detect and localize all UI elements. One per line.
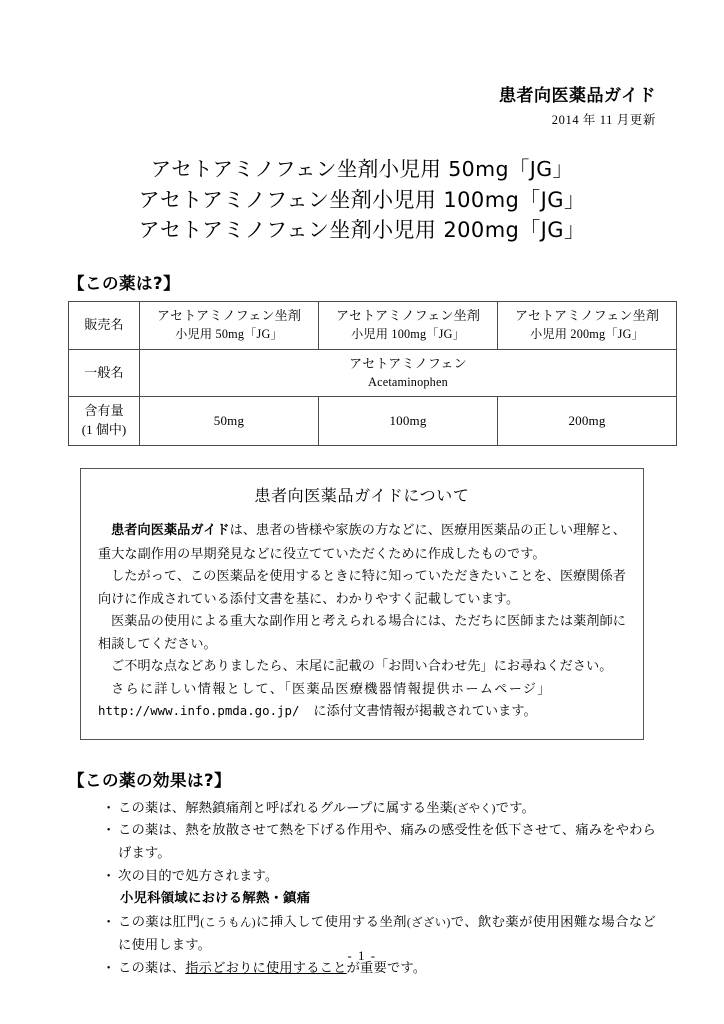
guide-paragraph-4: ご不明な点などありましたら、末尾に記載の「お問い合わせ先」にお尋ねください。 xyxy=(111,658,613,674)
generic-name-cell xyxy=(140,349,677,397)
effect-1-ending: です。 xyxy=(495,799,535,815)
guide-paragraph-3: 医薬品の使用による重大な副作用と考えられる場合には、ただちに医師または薬剤師に相談してください。 xyxy=(98,613,626,651)
guide-paragraph-5: さらに詳しい情報として、「医薬品医療機器情報提供ホームページ」 xyxy=(111,680,552,696)
brand-name-100mg-line2: 小児用 100mg「JG」 xyxy=(351,327,465,342)
drug-title-line-2: アセトアミノフェン坐剤小児用 100mg「JG」 xyxy=(138,187,586,212)
effect-4-part3: で、飲む薬が使用困難な場合などに使用します。 xyxy=(118,913,656,952)
content-amount-200mg: 200mg xyxy=(498,397,677,446)
row-label-brand-name: 販売名 xyxy=(69,302,140,350)
document-header xyxy=(68,0,656,128)
table-row-brand-name xyxy=(69,302,677,350)
row-label-content-amount xyxy=(69,397,140,446)
list-item-effect-3 xyxy=(104,865,656,911)
effect-1-text: この薬は、解熱鎮痛剤と呼ばれるグループに属する坐薬 xyxy=(118,799,454,815)
about-guide-box xyxy=(80,468,644,740)
content-label-line2: (1 個中) xyxy=(81,422,127,438)
about-guide-box-title: 患者向医薬品ガイドについて xyxy=(254,485,470,505)
brand-name-50mg-line1: アセトアミノフェン坐剤 xyxy=(156,308,302,324)
guide-url-line xyxy=(98,700,626,723)
brand-name-200mg-line1: アセトアミノフェン坐剤 xyxy=(514,308,660,324)
row-label-generic-name: 一般名 xyxy=(69,349,140,397)
guide-paragraph-2: したがって、この医薬品を使用するときに特に知っていただきたいことを、医療関係者向けに作成されている添付文書を基に、わかりやすく記載しています。 xyxy=(98,568,626,606)
effect-5-suffix: が重要です。 xyxy=(346,959,427,975)
guide-paragraph-1 xyxy=(98,519,626,565)
list-item-effect-2: ・ この薬は、熱を放散させて熱を下げる作用や、痛みの感受性を低下させて、痛みをやわらげます。 xyxy=(104,819,656,865)
section-heading-about-drug: 【この薬は?】 xyxy=(68,274,181,294)
indication-text: 小児科領域における解熱・鎮痛 xyxy=(120,891,311,907)
table-row-content-amount xyxy=(69,397,677,446)
content-amount-100mg: 100mg xyxy=(319,397,498,446)
page-number-footer: - 1 - xyxy=(347,948,377,963)
generic-name-japanese: アセトアミノフェン xyxy=(349,355,467,371)
brand-name-cell-100mg xyxy=(319,302,498,350)
guide-title-header: 患者向医薬品ガイド xyxy=(499,86,656,106)
effect-5-underlined-text: 指示どおりに使用すること xyxy=(185,959,347,975)
effect-1-reading: (ざやく) xyxy=(453,802,496,815)
effect-4-reading-1: (こうもん) xyxy=(200,916,256,929)
list-item-effect-1 xyxy=(104,797,656,820)
brand-name-200mg-line2: 小児用 200mg「JG」 xyxy=(530,327,644,342)
update-date: 2014 年 11 月更新 xyxy=(551,113,656,128)
drug-title-line-1: アセトアミノフェン坐剤小児用 50mg「JG」 xyxy=(150,157,574,182)
brand-name-50mg-line2: 小児用 50mg「JG」 xyxy=(175,327,283,342)
effect-4-reading-2: (ざざい) xyxy=(406,916,451,929)
effect-3-text: 次の目的で処方されます。 xyxy=(118,868,279,884)
generic-name-english: Acetaminophen xyxy=(368,374,448,389)
effect-4-part2: に挿入して使用する坐剤 xyxy=(255,913,407,929)
effect-4-part1: この薬は肛門 xyxy=(118,913,201,929)
guide-paragraph-1-rest: は、患者の皆様や家族の方などに、医療用医薬品の正しい理解と、重大な副作用の早期発見などに役立てていただくために作成したものです。 xyxy=(98,521,626,561)
drug-title-line-3: アセトアミノフェン坐剤小児用 200mg「JG」 xyxy=(138,218,586,243)
guide-paragraph-1-bold-lead: 患者向医薬品ガイド xyxy=(111,522,230,538)
table-row-generic-name xyxy=(69,349,677,397)
brand-name-cell-50mg xyxy=(140,302,319,350)
drug-info-table xyxy=(68,301,677,446)
pmda-url: http://www.info.pmda.go.jp/ xyxy=(98,703,300,719)
brand-name-cell-200mg xyxy=(498,302,677,350)
content-label-line1: 含有量 xyxy=(84,403,124,419)
content-amount-50mg: 50mg xyxy=(140,397,319,446)
brand-name-100mg-line1: アセトアミノフェン坐剤 xyxy=(335,308,481,324)
drug-title-block xyxy=(68,154,656,246)
section-heading-effects: 【この薬の効果は?】 xyxy=(68,770,232,790)
effect-5-prefix: この薬は、 xyxy=(118,959,186,975)
guide-url-suffix: に添付文書情報が掲載されています。 xyxy=(313,703,537,719)
